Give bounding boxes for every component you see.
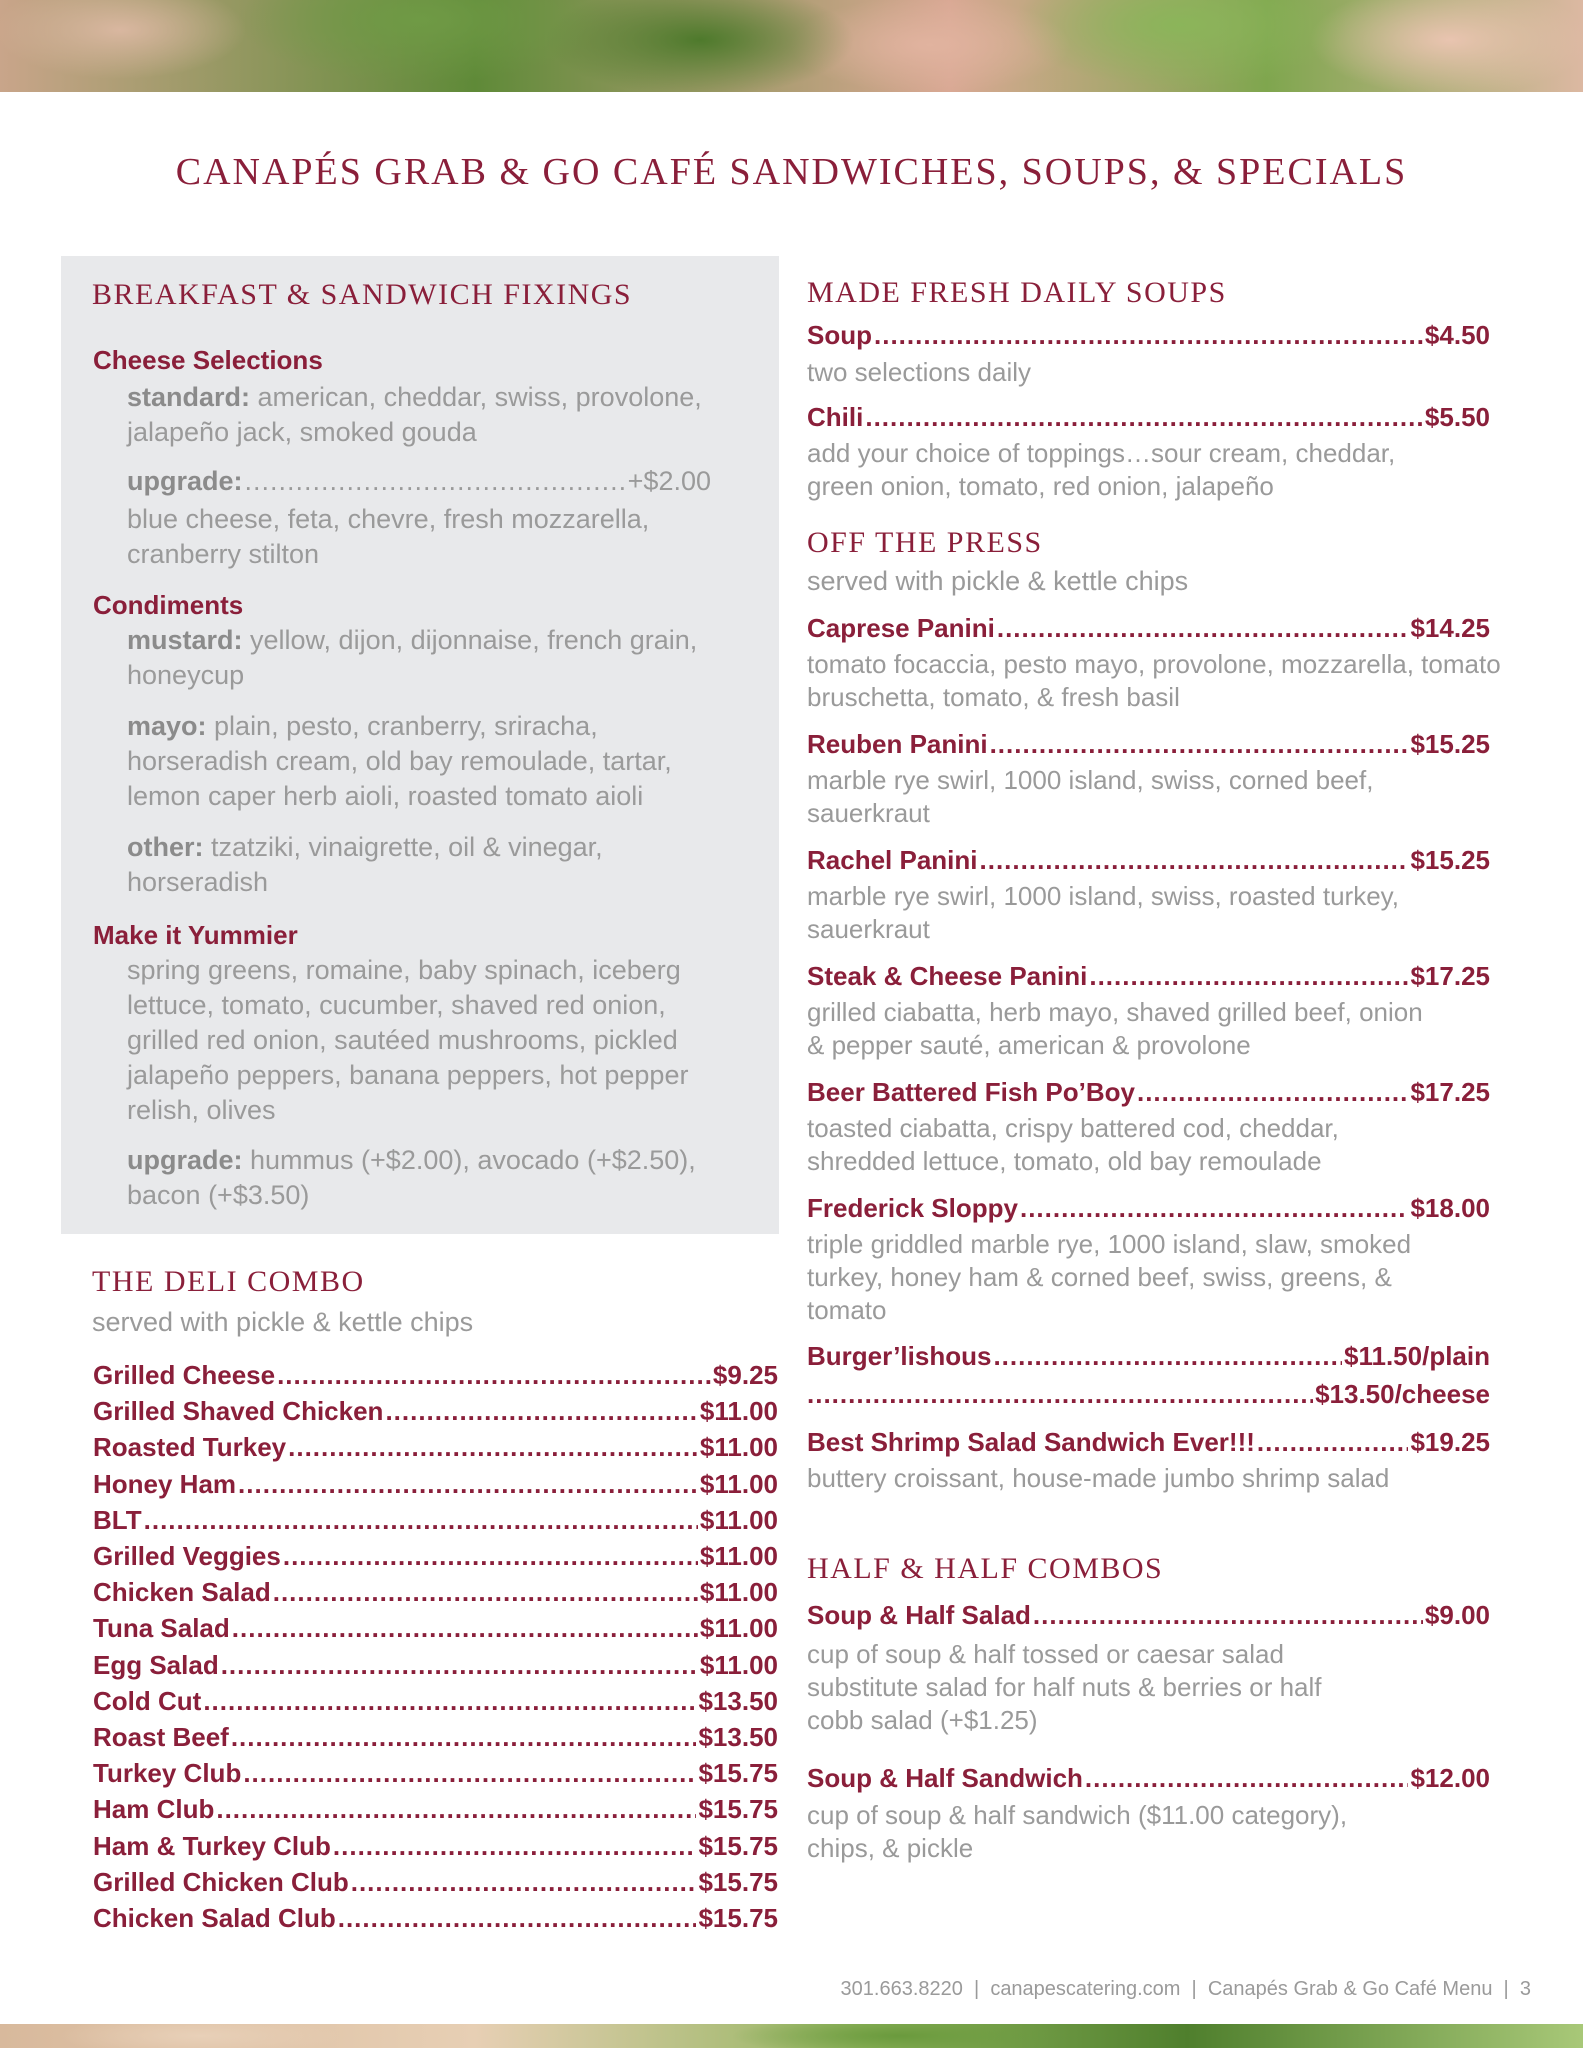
deli-item-name: Grilled Shaved Chicken — [93, 1396, 384, 1427]
yummier-upgrade: upgrade: hummus (+$2.00), avocado (+$2.50), bacon (+$3.50) — [127, 1145, 696, 1210]
deli-item — [93, 1505, 778, 1536]
deli-item-name: Grilled Cheese — [93, 1360, 276, 1390]
panini-item-price: $15.25 — [1410, 845, 1490, 875]
deli-item-price: $15.75 — [698, 1903, 778, 1933]
deli-item — [93, 1831, 778, 1862]
deli-item — [93, 1903, 778, 1934]
deli-item-price: $15.75 — [698, 1830, 778, 1861]
panini-item-name: Frederick Sloppy — [807, 1193, 1018, 1223]
deli-item-price: $11.00 — [699, 1504, 778, 1535]
page-title: CANAPÉS GRAB & GO CAFÉ SANDWICHES, SOUPS, & SPECIALS — [175, 151, 1408, 193]
yummier-text: spring greens, romaine, baby spinach, iceberg lettuce, tomato, cucumber, shaved red onion, grilled red onion, sautéed mushrooms, pickled jalapeño peppers, banana peppers, hot pepper relish, olives — [127, 955, 689, 1125]
chili-desc: add your choice of toppings…sour cream, cheddar, green onion, tomato, red onion, jalapeño — [807, 438, 1396, 501]
panini-item — [807, 961, 1490, 992]
panini-item-desc: grilled ciabatta, herb mayo, shaved grilled beef, onion & pepper sauté, american & provolone — [807, 997, 1423, 1060]
soup-desc: two selections daily — [807, 357, 1031, 387]
shrimp-row: Best Shrimp Salad Sandwich Ever!!! ..... $19.25 — [807, 1427, 1490, 1458]
deli-item-price: $11.00 — [699, 1432, 778, 1463]
panini-item-name: Reuben Panini — [807, 729, 988, 759]
panini-item-price: $14.25 — [1410, 613, 1490, 643]
panini-item-desc: marble rye swirl, 1000 island, swiss, corned beef, sauerkraut — [807, 765, 1374, 828]
deli-item-price: $15.75 — [698, 1794, 778, 1825]
page-footer: 301.663.8220 | canapescatering.com | Canapés Grab & Go Café Menu | 3 — [840, 1978, 1531, 2000]
panini-item — [807, 1193, 1490, 1224]
deli-item-price: $11.00 — [699, 1396, 778, 1427]
deli-item-name: Roasted Turkey — [93, 1432, 287, 1463]
deli-item-price: $13.50 — [698, 1685, 778, 1716]
deli-item-name: Chicken Salad — [93, 1577, 271, 1608]
panini-item-desc: triple griddled marble rye, 1000 island, slaw, smoked turkey, honey ham & corned beef, swiss, greens, & tomato — [807, 1229, 1412, 1325]
half-salad-row: Soup & Half Salad ..... $9.00 — [807, 1600, 1490, 1631]
header-food-photo — [0, 0, 1583, 92]
deli-item-price: $11.00 — [699, 1577, 778, 1608]
deli-item-price: $15.75 — [698, 1758, 778, 1789]
deli-item-price: $11.00 — [699, 1541, 778, 1571]
deli-item — [93, 1577, 778, 1608]
deli-item-price: $15.75 — [698, 1866, 778, 1897]
panini-item-name: Beer Battered Fish Po’Boy — [807, 1077, 1135, 1107]
deli-item — [93, 1867, 778, 1898]
cheese-upgrade-row: upgrade: ..... +$2.00 — [127, 466, 711, 497]
burger-row: Burger’lishous ..... $11.50/plain — [807, 1341, 1490, 1372]
footer-food-photo — [0, 2024, 1583, 2048]
panini-item — [807, 1077, 1490, 1108]
deli-item-price: $13.50 — [698, 1722, 778, 1752]
condiment-other: other: tzatziki, vinaigrette, oil & vinegar, horseradish — [127, 832, 603, 897]
panini-item-desc: toasted ciabatta, crispy battered cod, cheddar, shredded lettuce, tomato, old bay remoulade — [807, 1113, 1339, 1176]
off-the-press-subtitle: served with pickle & kettle chips — [807, 566, 1189, 596]
panini-item-price: $15.25 — [1410, 729, 1490, 759]
deli-item — [93, 1758, 778, 1789]
deli-item — [93, 1432, 778, 1463]
deli-item — [93, 1794, 778, 1825]
deli-item — [93, 1396, 778, 1427]
chili-row: Chili ..... $5.50 — [807, 402, 1490, 433]
cheese-standard: standard: american, cheddar, swiss, provolone, jalapeño jack, smoked gouda — [127, 382, 702, 447]
soups-heading: MADE FRESH DAILY SOUPS — [807, 276, 1227, 309]
soup-row: Soup ..... $4.50 — [807, 320, 1490, 351]
half-sandwich-row: Soup & Half Sandwich ..... $12.00 — [807, 1763, 1490, 1794]
deli-item-name: Roast Beef — [93, 1722, 229, 1752]
panini-item-name: Caprese Panini — [807, 613, 995, 643]
deli-item-name: Tuna Salad — [93, 1613, 230, 1644]
half-half-heading: HALF & HALF COMBOS — [807, 1552, 1164, 1585]
deli-combo-subtitle: served with pickle & kettle chips — [92, 1307, 474, 1337]
deli-item-price: $11.00 — [699, 1649, 778, 1680]
deli-item-name: BLT — [93, 1504, 142, 1535]
panini-item — [807, 729, 1490, 760]
burger-cheese-row: ..... $13.50/cheese — [807, 1379, 1490, 1410]
deli-item-name: Honey Ham — [93, 1468, 237, 1499]
deli-item — [93, 1650, 778, 1681]
deli-item — [93, 1613, 778, 1644]
deli-item-name: Grilled Chicken Club — [93, 1866, 349, 1897]
deli-item-price: $9.25 — [712, 1360, 778, 1390]
make-it-yummier-title: Make it Yummier — [93, 920, 298, 950]
deli-item-name: Grilled Veggies — [93, 1541, 281, 1571]
deli-item-name: Ham Club — [93, 1794, 215, 1825]
deli-item — [93, 1686, 778, 1717]
deli-item-name: Ham & Turkey Club — [93, 1830, 331, 1861]
panini-item-name: Rachel Panini — [807, 845, 978, 875]
cheese-upgrade-text: blue cheese, feta, chevre, fresh mozzarella, cranberry stilton — [127, 504, 650, 569]
deli-item-name: Cold Cut — [93, 1685, 202, 1716]
half-salad-desc: cup of soup & half tossed or caesar salad substitute salad for half nuts & berries or half cobb salad (+$1.25) — [807, 1639, 1322, 1735]
half-sandwich-desc: cup of soup & half sandwich ($11.00 category), chips, & pickle — [807, 1800, 1348, 1863]
panini-item — [807, 613, 1490, 644]
panini-item — [807, 845, 1490, 876]
condiments-title: Condiments — [93, 590, 244, 620]
panini-item-name: Steak & Cheese Panini — [807, 961, 1088, 991]
deli-item — [93, 1722, 778, 1753]
cheese-selections-title: Cheese Selections — [93, 345, 323, 375]
deli-item-name: Chicken Salad Club — [93, 1903, 336, 1933]
deli-combo-heading: THE DELI COMBO — [92, 1265, 365, 1298]
deli-item-name: Egg Salad — [93, 1649, 219, 1680]
deli-item — [93, 1541, 778, 1572]
panini-item-desc: tomato focaccia, pesto mayo, provolone, mozzarella, tomato bruschetta, tomato, & fresh basil — [807, 649, 1501, 712]
deli-item-price: $11.00 — [699, 1613, 778, 1644]
panini-item-price: $18.00 — [1410, 1193, 1490, 1223]
deli-item — [93, 1469, 778, 1500]
panini-item-desc: marble rye swirl, 1000 island, swiss, roasted turkey, sauerkraut — [807, 881, 1399, 944]
condiment-mayo: mayo: plain, pesto, cranberry, sriracha, horseradish cream, old bay remoulade, tartar, lemon caper herb aioli, roasted tomato aioli — [127, 711, 672, 811]
panini-item-price: $17.25 — [1410, 1077, 1490, 1107]
off-the-press-heading: OFF THE PRESS — [807, 526, 1043, 559]
panini-item-price: $17.25 — [1410, 961, 1490, 991]
deli-item — [93, 1360, 778, 1391]
deli-item-name: Turkey Club — [93, 1758, 242, 1789]
fixings-heading: BREAKFAST & SANDWICH FIXINGS — [92, 278, 633, 311]
deli-item-price: $11.00 — [699, 1468, 778, 1499]
shrimp-desc: buttery croissant, house-made jumbo shrimp salad — [807, 1463, 1390, 1493]
condiment-mustard: mustard: yellow, dijon, dijonnaise, french grain, honeycup — [127, 625, 698, 690]
